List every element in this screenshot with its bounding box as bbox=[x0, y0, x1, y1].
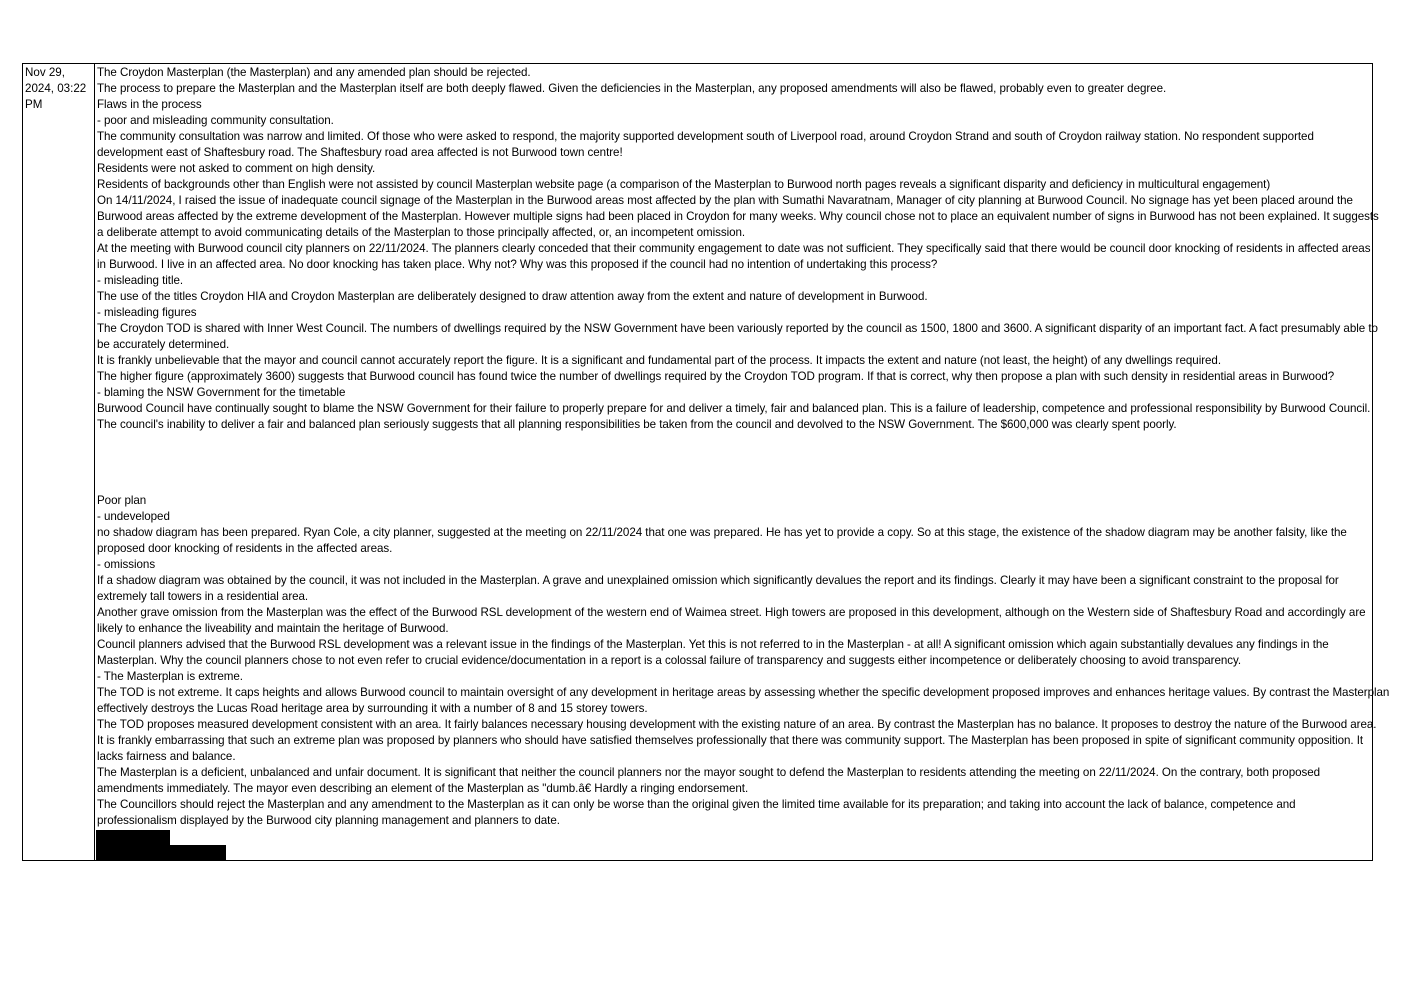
comment-line: extremely tall towers in a residential area. bbox=[97, 590, 309, 603]
comment-line: Burwood areas affected by the extreme development of the Masterplan. However multiple signs had been placed in Croydon for many weeks. Why council chose not to place an equivalent number of signs in Burwood has not been explained. It suggests bbox=[97, 210, 1379, 223]
comment-line: Masterplan. Why the council planners chose to not even refer to crucial evidence/documentation in a report is a colossal failure of transparency and suggests either incompetence or deliberately choosing to avoid transparency. bbox=[97, 654, 1242, 667]
comment-line: - misleading figures bbox=[97, 306, 197, 319]
comment-line: Flaws in the process bbox=[97, 98, 202, 111]
comment-line: proposed door knocking of residents in the affected areas. bbox=[97, 542, 393, 555]
comment-line: in Burwood. I live in an affected area. No door knocking has taken place. Why not? Why was this proposed if the council had no intention of undertaking this process? bbox=[97, 258, 938, 271]
redaction-block bbox=[170, 845, 226, 861]
comment-line: The TOD is not extreme. It caps heights and allows Burwood council to maintain oversight of any development in heritage areas by assessing whether the specific development proposed improves and enhances heritage values. By contrast the Masterplan bbox=[97, 686, 1390, 699]
comment-line: The Croydon Masterplan (the Masterplan) and any amended plan should be rejected. bbox=[97, 66, 531, 79]
comment-line: amendments immediately. The mayor even describing an element of the Masterplan as "dumb.â€ Hardly a ringing endorsement. bbox=[97, 782, 749, 795]
comment-line: Poor plan bbox=[97, 494, 147, 507]
comment-line: Residents were not asked to comment on high density. bbox=[97, 162, 376, 175]
comment-line: If a shadow diagram was obtained by the council, it was not included in the Masterplan. A grave and unexplained omission which significantly devalues the report and its findings. Clearly it may have been a significant constraint to the proposal for bbox=[97, 574, 1339, 587]
comment-section-poor-plan bbox=[97, 493, 1390, 829]
comment-line: - poor and misleading community consultation. bbox=[97, 114, 334, 127]
submission-table bbox=[22, 63, 1390, 861]
comment-line: - The Masterplan is extreme. bbox=[97, 670, 243, 683]
comment-line: - omissions bbox=[97, 558, 156, 571]
comment-line: likely to enhance the liveability and maintain the heritage of Burwood. bbox=[97, 622, 449, 635]
comment-line: The TOD proposes measured development consistent with an area. It fairly balances necessary housing development with the existing nature of an area. By contrast the Masterplan has no balance. It proposes to destroy the nature of the Burwood area. bbox=[97, 718, 1377, 731]
comment-line: lacks fairness and balance. bbox=[97, 750, 236, 763]
comment-line: development east of Shaftesbury road. The Shaftesbury road area affected is not Burwood town centre! bbox=[97, 146, 623, 159]
submission-date-line: 2024, 03:22 bbox=[25, 82, 87, 95]
comment-line: The Croydon TOD is shared with Inner West Council. The numbers of dwellings required by the NSW Government have been variously reported by the council as 1500, 1800 and 3600. A significant disparity of an important fact. A fact presumably able to bbox=[97, 322, 1378, 335]
comment-line: Council planners advised that the Burwood RSL development was a relevant issue in the findings of the Masterplan. Yet this is not referred to in the Masterplan - at all! A significant omission which again substantially devalues any findings in the bbox=[97, 638, 1329, 651]
comment-line: It is frankly embarrassing that such an extreme plan was proposed by planners who should have satisfied themselves professionally that there was community support. The Masterplan has been proposed in spite of significant community opposition. It bbox=[97, 734, 1364, 747]
redaction-block bbox=[96, 830, 170, 861]
comment-line: - misleading title. bbox=[97, 274, 184, 287]
submission-comment-cell bbox=[95, 64, 1390, 860]
comment-line: be accurately determined. bbox=[97, 338, 230, 351]
comment-line: The Councillors should reject the Masterplan and any amendment to the Masterplan as it can only be worse than the original given the limited time available for its preparation; and taking into account the lack of balance, competence and bbox=[97, 798, 1296, 811]
comment-section-process-flaws bbox=[97, 65, 1379, 433]
submission-date-line: Nov 29, bbox=[25, 66, 65, 79]
comment-line: Residents of backgrounds other than English were not assisted by council Masterplan website page (a comparison of the Masterplan to Burwood north pages reveals a significant disparity and deficiency in multicultural engagement) bbox=[97, 178, 1271, 191]
submission-date-cell bbox=[23, 64, 95, 860]
comment-line: The council's inability to deliver a fair and balanced plan seriously suggests that all planning responsibilities be taken from the council and devolved to the NSW Government. The $600,000 was clearly spent poorly. bbox=[97, 418, 1177, 431]
comment-line: The community consultation was narrow and limited. Of those who were asked to respond, the majority supported development south of Liverpool road, around Croydon Strand and south of Croydon railway station. No respondent supported bbox=[97, 130, 1314, 143]
submission-date-line: PM bbox=[25, 98, 43, 111]
comment-line: The process to prepare the Masterplan and the Masterplan itself are both deeply flawed. Given the deficiencies in the Masterplan, any proposed amendments will also be flawed, probably even to greater degree. bbox=[97, 82, 1167, 95]
comment-line: The higher figure (approximately 3600) suggests that Burwood council has found twice the number of dwellings required by the Croydon TOD program. If that is correct, why then propose a plan with such density in residential areas in Burwood? bbox=[97, 370, 1335, 383]
comment-line: professionalism displayed by the Burwood city planning management and planners to date. bbox=[97, 814, 560, 827]
comment-line: It is frankly unbelievable that the mayor and council cannot accurately report the figure. It is a significant and fundamental part of the process. It impacts the extent and nature (not least, the height) of any dwellings required. bbox=[97, 354, 1221, 367]
comment-line: effectively destroys the Lucas Road heritage area by surrounding it with a number of 8 and 15 storey towers. bbox=[97, 702, 648, 715]
comment-line: a deliberate attempt to avoid communicating details of the Masterplan to those principally affected, or, an incompetent omission. bbox=[97, 226, 746, 239]
comment-line: Burwood Council have continually sought to blame the NSW Government for their failure to properly prepare for and deliver a timely, fair and balanced plan. This is a failure of leadership, competence and professional responsibility by Burwood Council. bbox=[97, 402, 1371, 415]
comment-line: On 14/11/2024, I raised the issue of inadequate council signage of the Masterplan in the Burwood areas most affected by the plan with Sumathi Navaratnam, Manager of city planning at Burwood Council. No signage has yet been placed around the bbox=[97, 194, 1353, 207]
comment-line: Another grave omission from the Masterplan was the effect of the Burwood RSL development of the western end of Waimea street. High towers are proposed in this development, although on the Western side of Shaftesbury Road and accordingly are bbox=[97, 606, 1366, 619]
comment-line: The use of the titles Croydon HIA and Croydon Masterplan are deliberately designed to draw attention away from the extent and nature of development in Burwood. bbox=[97, 290, 928, 303]
comment-line: - blaming the NSW Government for the timetable bbox=[97, 386, 346, 399]
comment-line: The Masterplan is a deficient, unbalanced and unfair document. It is significant that neither the council planners nor the mayor sought to defend the Masterplan to residents attending the meeting on 22/11/2024. On the contrary, both proposed bbox=[97, 766, 1321, 779]
comment-line: no shadow diagram has been prepared. Ryan Cole, a city planner, suggested at the meeting on 22/11/2024 that one was prepared. He has yet to provide a copy. So at this stage, the existence of the shadow diagram may be another falsity, like the bbox=[97, 526, 1347, 539]
blank-gap bbox=[97, 433, 1372, 493]
comment-line: - undeveloped bbox=[97, 510, 170, 523]
comment-line: At the meeting with Burwood council city planners on 22/11/2024. The planners clearly conceded that their community engagement to date was not sufficient. They specifically said that there would be council door knocking of residents in affected areas bbox=[97, 242, 1371, 255]
